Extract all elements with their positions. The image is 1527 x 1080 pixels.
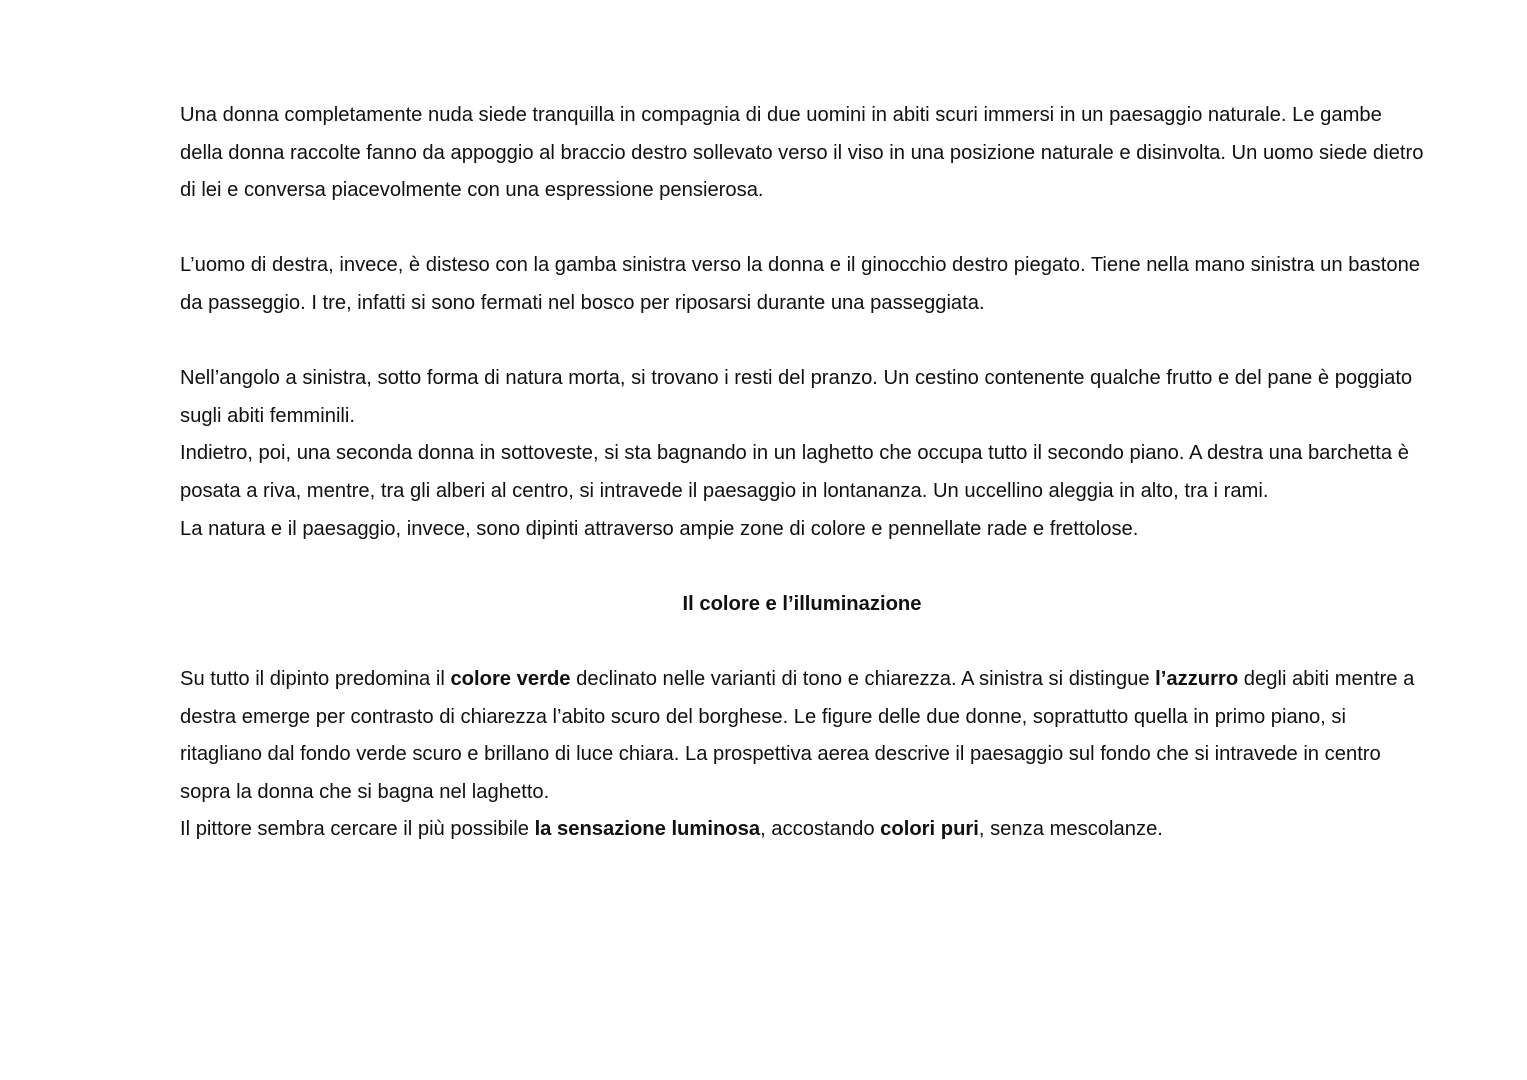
text-run: , senza mescolanze. [978,818,1163,841]
bold-run: colori puri [880,818,979,841]
text-run: Il pittore sembra cercare il più possibile [180,818,535,841]
paragraph-gap [180,323,1430,361]
paragraph-gap [180,548,1430,586]
text-run: degli abiti mentre a destra emerge per contrasto di chiarezza l’abito scuro del borghese. Le figure delle due donne, soprattutto quella in primo piano, si ritagliano dal fondo verde scuro e brillano di luce chiara. La prospettiva aerea descrive il paesaggio sul fondo che si intravede in centro sopra la donna che si bagna nel laghetto. [180,667,1415,803]
bold-run: la sensazione luminosa [534,818,761,841]
paragraph-man-right: L’uomo di destra, invece, è disteso con la gamba sinistra verso la donna e il ginocchio destro piegato. Tiene nella mano sinistra un bastone da passeggio. I tre, infatti si sono fermati nel bosco per riposarsi durante una passeggiata. [180,254,1421,314]
paragraph-gap [180,623,1430,661]
paragraph-gap [180,210,1430,248]
paragraph-nature: La natura e il paesaggio, invece, sono dipinti attraverso ampie zone di colore e pennellate rade e frettolose. [180,517,1139,540]
paragraph-color [180,661,1430,811]
document-page [180,97,1430,849]
paragraph-still-life: Nell’angolo a sinistra, sotto forma di natura morta, si trovano i resti del pranzo. Un cestino contenente qualche frutto e del pane è poggiato sugli abiti femminili. [180,367,1413,427]
text-run: , accostando [760,818,881,841]
paragraph-light [180,811,1430,849]
section-heading: Il colore e l’illuminazione [682,592,922,615]
paragraph-background: Indietro, poi, una seconda donna in sottoveste, si sta bagnando in un laghetto che occupa tutto il secondo piano. A destra una barchetta è posata a riva, mentre, tra gli alberi al centro, si intravede il paesaggio in lontananza. Un uccellino aleggia in alto, tra i rami. [180,442,1409,502]
bold-run: colore verde [450,667,571,690]
text-run: declinato nelle varianti di tono e chiarezza. A sinistra si distingue [570,667,1156,690]
paragraph-figures: Una donna completamente nuda siede tranquilla in compagnia di due uomini in abiti scuri immersi in un paesaggio naturale. Le gambe della donna raccolte fanno da appoggio al braccio destro sollevato verso il viso in una posizione naturale e disinvolta. Un uomo siede dietro di lei e conversa piacevolmente con una espressione pensierosa. [180,104,1424,202]
bold-run: l’azzurro [1155,667,1239,690]
text-run: Su tutto il dipinto predomina il [180,667,451,690]
